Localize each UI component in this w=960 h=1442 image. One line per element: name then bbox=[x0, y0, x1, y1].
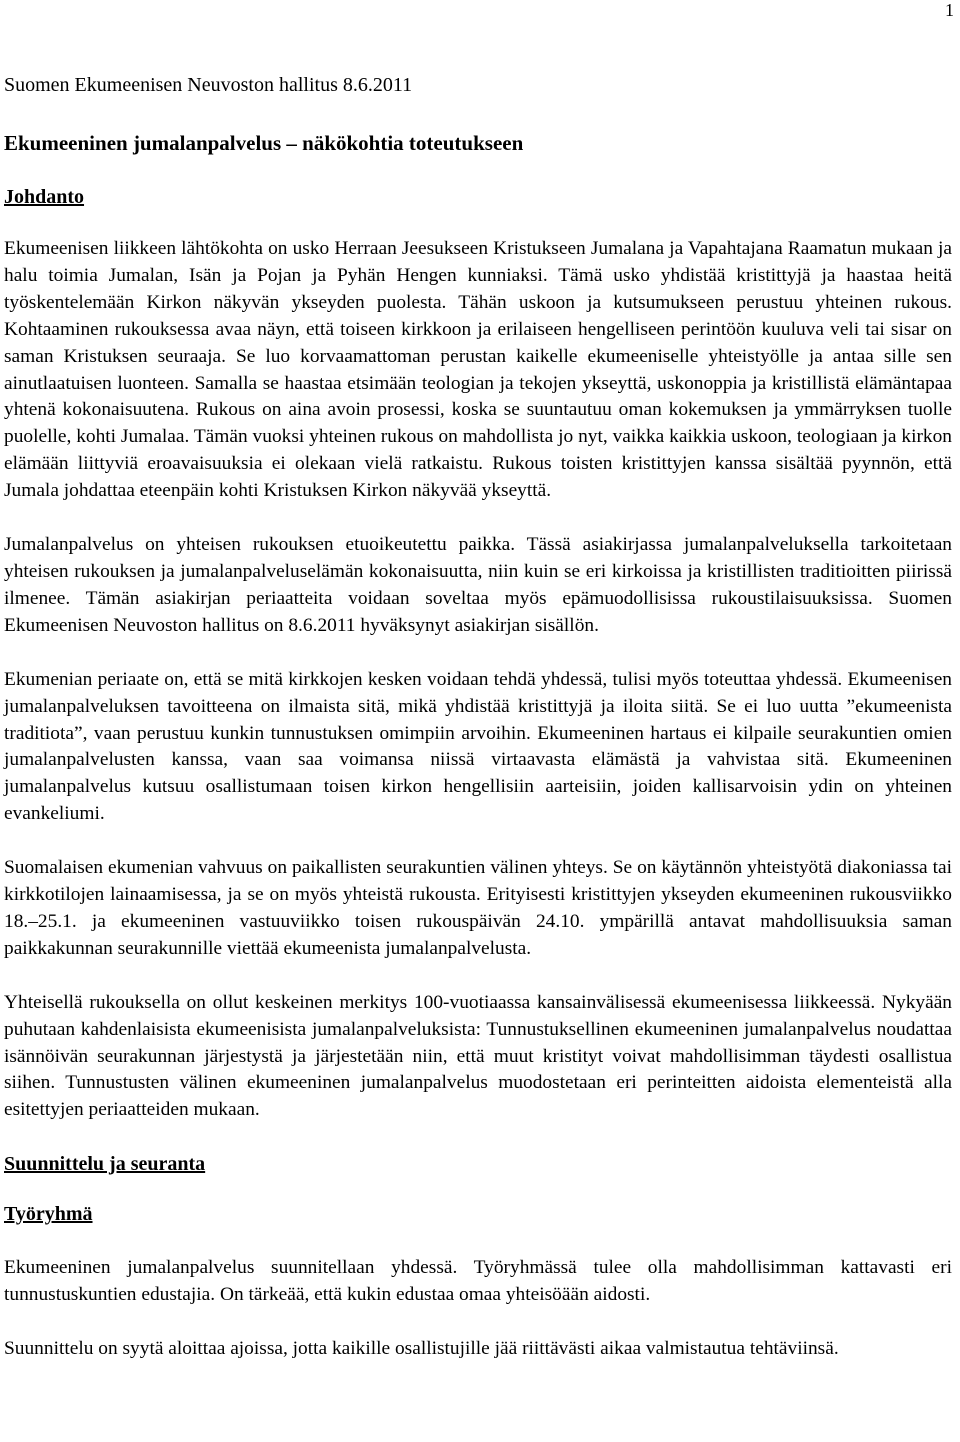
paragraph: Suunnittelu on syytä aloittaa ajoissa, jotta kaikille osallistujille jää riittävästi aikaa valmistautua tehtäviinsä. bbox=[4, 1338, 839, 1360]
paragraph: Ekumeeninen jumalanpalvelus suunnitellaan yhdessä. Työryhmässä tulee olla mahdollisimman kattavasti eri tunnustuskuntien edustajia. On tärkeää, että kukin edustaa omaa yhteisöään aidosti. bbox=[4, 1257, 952, 1306]
subsection-heading-workgroup: Työryhmä bbox=[4, 1203, 93, 1226]
document-title: Ekumeeninen jumalanpalvelus – näkökohtia toteutukseen bbox=[4, 131, 524, 155]
paragraph: Ekumenian periaate on, että se mitä kirkkojen kesken voidaan tehdä yhdessä, tulisi myös toteuttaa yhdessä. Ekumeenisen jumalanpalveluksen tavoitteena on ilmaista sitä, mikä yhdistää kristittyjä ja iloita siitä. Se ei luo uutta ”ekumeenista traditiota”, vaan perustuu kunkin tunnustuksen omimpiin arvoihin. Ekumeeninen hartaus ei kilpaile seurakuntien omien jumalanpalvelusten kanssa, vaan saa voimansa niissä virtaavasta elämästä ja vahvistaa sitä. Ekumeeninen jumalanpalvelus kutsuu osallistumaan toisen kirkon hengellisiin aarteisiin, joiden kallisarvoisin ydin on yhteinen evankeliumi. bbox=[4, 668, 952, 825]
document-meta: Suomen Ekumeenisen Neuvoston hallitus 8.6.2011 bbox=[4, 74, 413, 96]
document-body bbox=[4, 72, 952, 1390]
paragraph: Suomalaisen ekumenian vahvuus on paikallisten seurakuntien välinen yhteys. Se on käytännön yhteistyötä diakoniassa tai kirkkotilojen lainaamisessa, ja se on myös yhteistä rukousta. Erityisesti kristittyjen ykseyden ekumeeninen rukousviikko 18.–25.1. ja ekumeeninen vastuuviikko toisen rukouspäivän 24.10. ympärillä antavat mahdollisuuksia saman paikkakunnan seurakunnille viettää ekumeenista jumalanpalvelusta. bbox=[4, 857, 952, 959]
page-number: 1 bbox=[945, 0, 954, 20]
paragraph: Ekumeenisen liikkeen lähtökohta on usko Herraan Jeesukseen Kristukseen Jumalana ja Vapahtajana Raamatun mukaan ja halu toimia Jumalan, Isän ja Pojan ja Pyhän Hengen kunniaksi. Tämä usko yhdistää kristittyjä ja haastaa heitä työskentelemään Kirkon näkyvän ykseyden puolesta. Tähän uskoon ja kutsumukseen perustuu yhteinen rukous. Kohtaaminen rukouksessa avaa näyn, että toiseen kirkkoon ja erilaiseen hengelliseen perintöön kuuluva veli tai sisar on saman Kristuksen seuraaja. Se luo korvaamattoman perustan kaikelle ekumeeniselle yhteistyölle ja antaa sille sen ainutlaatuisen luonteen. Samalla se haastaa etsimään teologian ja tekojen ykseyttä, uskonoppia ja kristillistä elämäntapaa yhtenä kokonaisuutena. Rukous on aina avoin prosessi, koska se suuntautuu oman kokemuksen ja ymmärryksen tuolle puolelle, kohti Jumalaa. Tämän vuoksi yhteinen rukous on mahdollista jo nyt, vaikka kaikkia uskoon, teologiaan ja kirkon elämään liittyviä eroavaisuuksia ei olekaan vielä ratkaistu. Rukous toisten kristittyjen kanssa sisältää pyynnön, että Jumala johdattaa eteenpäin kohti Kristuksen Kirkon näkyvää ykseyttä. bbox=[4, 238, 952, 502]
section-heading-intro: Johdanto bbox=[4, 186, 85, 208]
paragraph: Jumalanpalvelus on yhteisen rukouksen etuoikeutettu paikka. Tässä asiakirjassa jumalanpalveluksella tarkoitetaan yhteisen rukouksen ja jumalanpalveluselämän kokonaisuutta, niin kuin se eri kirkoissa ja kristillisten traditioitten piirissä ilmenee. Tämän asiakirjan periaatteita voidaan soveltaa myös epämuodollisissa rukoustilaisuuksissa. Suomen Ekumeenisen Neuvoston hallitus on 8.6.2011 hyväksynyt asiakirjan sisällön. bbox=[4, 534, 952, 636]
section-heading-planning: Suunnittelu ja seuranta bbox=[4, 1153, 206, 1176]
paragraph: Yhteisellä rukouksella on ollut keskeinen merkitys 100-vuotiaassa kansainvälisessä ekumeenisessa liikkeessä. Nykyään puhutaan kahdenlaisista ekumeenisista jumalanpalveluksista: Tunnustuksellinen ekumeeninen jumalanpalvelus noudattaa isännöivän seurakunnan järjestystä ja järjestetään niin, että muut kristityt voivat mahdollisimman täydesti osallistua siihen. Tunnustusten välinen ekumeeninen jumalanpalvelus muodostetaan eri perinteitten aidoista elementeistä alla esitettyjen periaatteiden mukaan. bbox=[4, 991, 952, 1121]
